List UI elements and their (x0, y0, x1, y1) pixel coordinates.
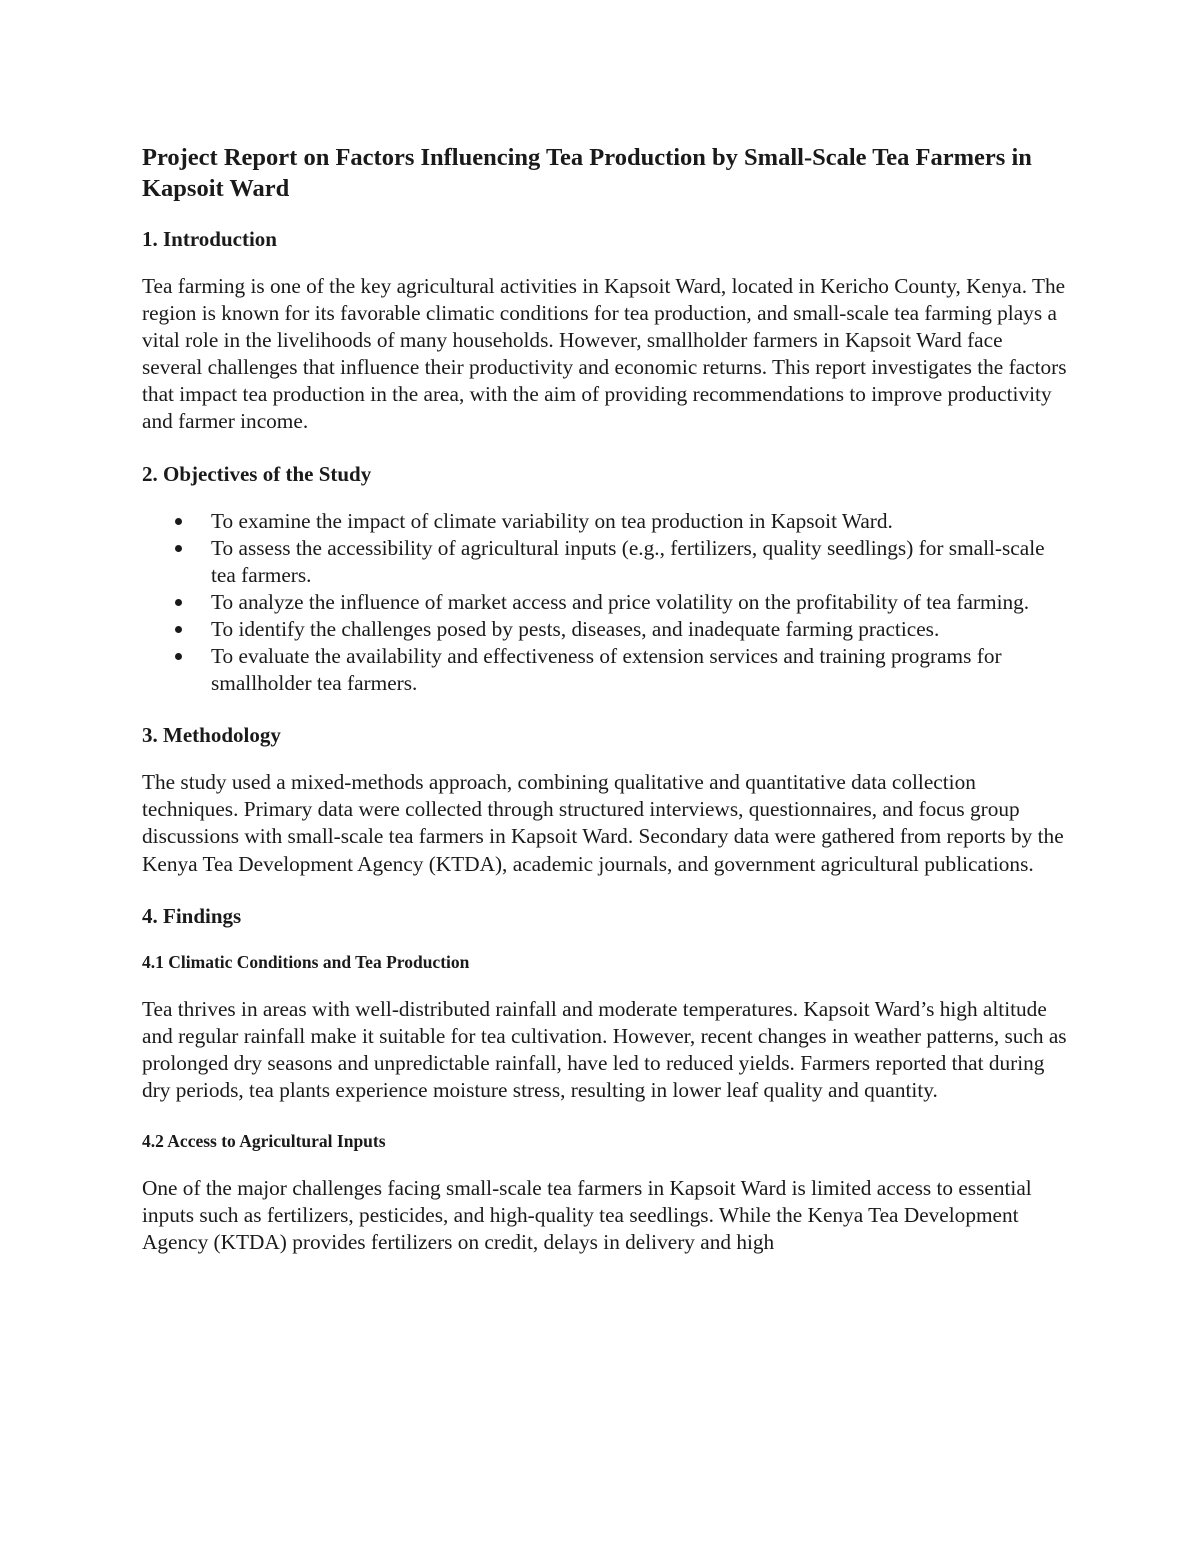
introduction-paragraph: Tea farming is one of the key agricultural activities in Kapsoit Ward, located in Kericho County, Kenya. The region is known for its favorable climatic conditions for tea production, and small-scale tea farming plays a vital role in the livelihoods of many households. However, smallholder farmers in Kapsoit Ward face several challenges that influence their productivity and economic returns. This report investigates the factors that impact tea production in the area, with the aim of providing recommendations to improve productivity and farmer income. (142, 274, 1067, 434)
page-title: Project Report on Factors Influencing Tea Production by Small-Scale Tea Farmers in Kapsoit Ward (142, 144, 1032, 202)
list-item (211, 535, 1067, 589)
objective-text: To examine the impact of climate variability on tea production in Kapsoit Ward. (211, 508, 893, 533)
subsection-heading-inputs: 4.2 Access to Agricultural Inputs (142, 1130, 386, 1151)
section-heading-objectives: 2. Objectives of the Study (142, 461, 372, 486)
bullet-icon (175, 545, 182, 552)
section-heading-findings: 4. Findings (142, 903, 242, 928)
section-heading-introduction: 1. Introduction (142, 227, 277, 251)
document-body (142, 142, 1067, 1281)
objective-text: To analyze the influence of market access and price volatility on the profitability of tea farming. (211, 589, 1030, 614)
objectives-list (142, 508, 1067, 698)
methodology-paragraph: The study used a mixed-methods approach, combining qualitative and quantitative data collection techniques. Primary data were collected through structured interviews, questionnaires, and focus group discussions with small-scale tea farmers in Kapsoit Ward. Secondary data were gathered from reports by the Kenya Tea Development Agency (KTDA), academic journals, and government agricultural publications. (142, 770, 1064, 876)
section-heading-methodology: 3. Methodology (142, 723, 281, 748)
bullet-icon (175, 626, 182, 633)
list-item (211, 589, 1067, 616)
list-item (211, 616, 1067, 643)
climate-paragraph: Tea thrives in areas with well-distributed rainfall and moderate temperatures. Kapsoit Ward’s high altitude and regular rainfall make it suitable for tea cultivation. However, recent changes in weather patterns, such as prolonged dry seasons and unpredictable rainfall, have led to reduced yields. Farmers reported that during dry periods, tea plants experience moisture stress, resulting in lower leaf quality and quantity. (142, 996, 1067, 1102)
objective-text: To identify the challenges posed by pests, diseases, and inadequate farming practices. (211, 616, 940, 641)
bullet-icon (175, 518, 182, 525)
objective-text: To evaluate the availability and effectiveness of extension services and training programs for smallholder tea farmers. (211, 644, 1002, 696)
inputs-paragraph: One of the major challenges facing small-scale tea farmers in Kapsoit Ward is limited access to essential inputs such as fertilizers, pesticides, and high-quality tea seedlings. While the Kenya Tea Development Agency (KTDA) provides fertilizers on credit, delays in delivery and high (142, 1175, 1032, 1255)
subsection-heading-climate: 4.1 Climatic Conditions and Tea Production (142, 951, 470, 972)
bullet-icon (175, 653, 182, 660)
objective-text: To assess the accessibility of agricultural inputs (e.g., fertilizers, quality seedlings) for small-scale tea farmers. (211, 535, 1045, 587)
bullet-icon (175, 599, 182, 606)
list-item (211, 508, 1067, 535)
list-item (211, 643, 1067, 697)
